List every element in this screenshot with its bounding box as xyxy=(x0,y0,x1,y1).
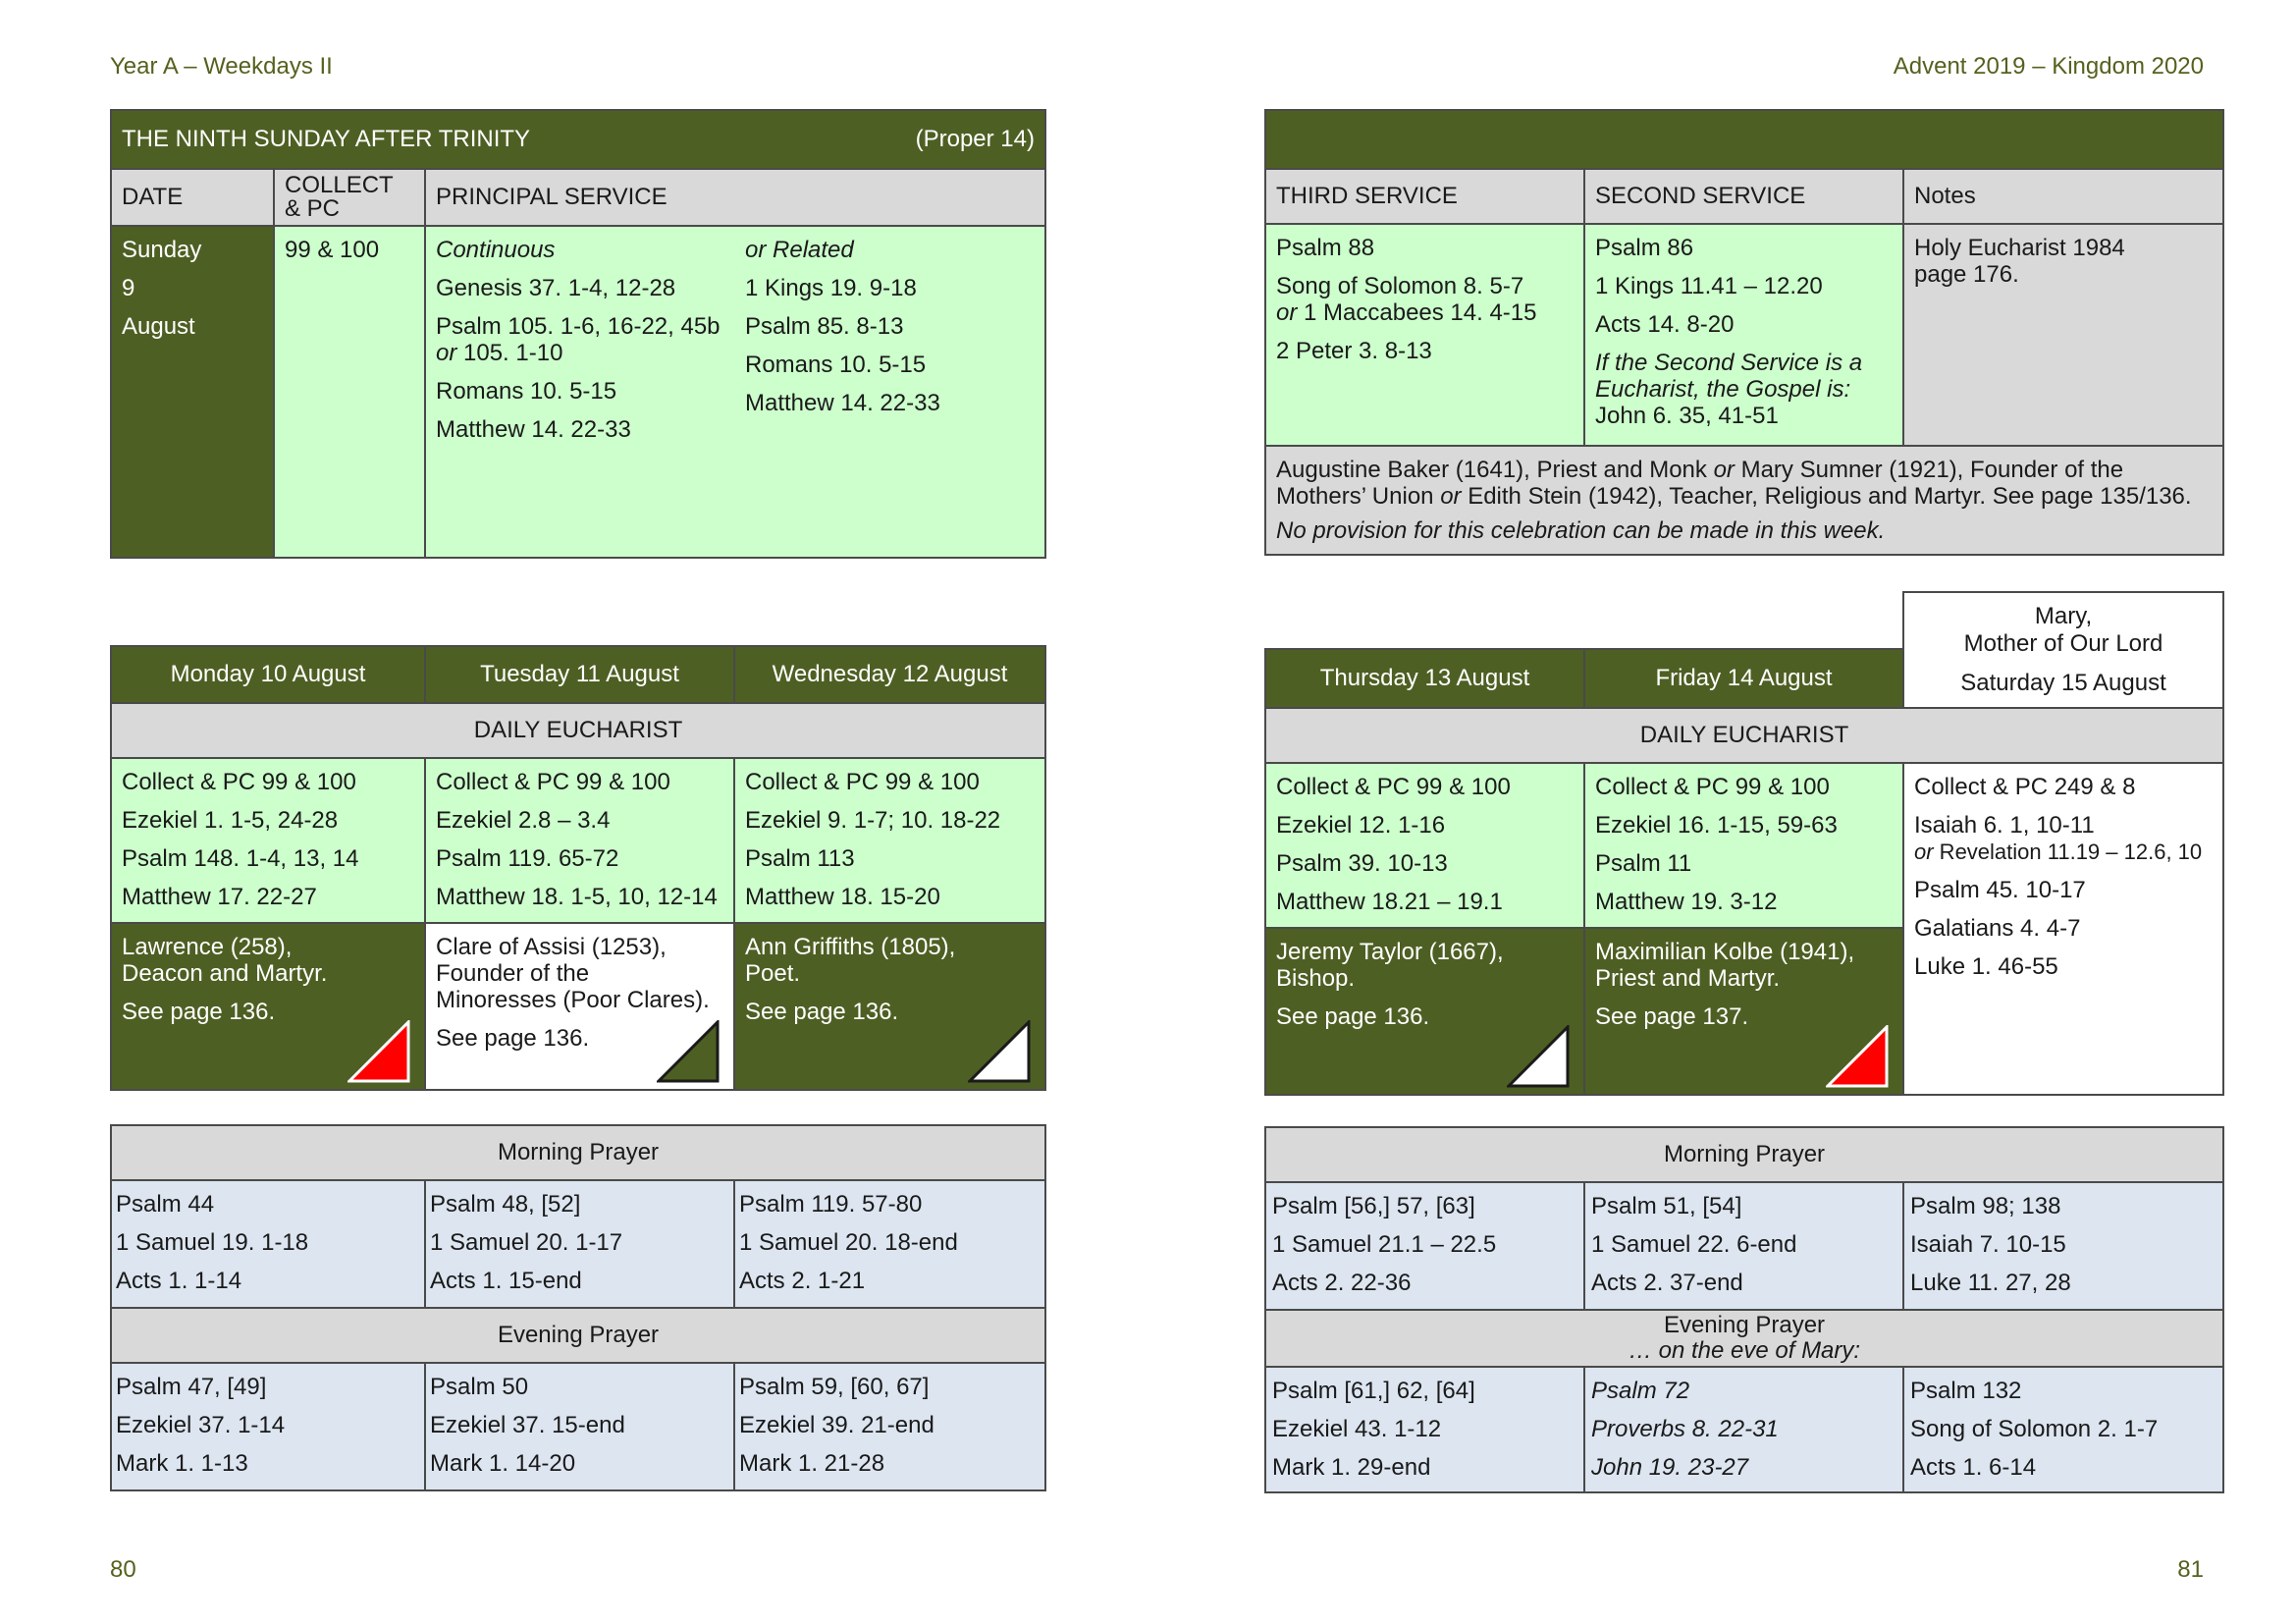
ep-saturday: Psalm 132 Song of Solomon 2. 1-7 Acts 1. 6-14 xyxy=(1903,1367,2223,1492)
sunday-title-bar xyxy=(111,110,1045,169)
commemoration-text: Augustine Baker (1641), Priest and Monk or Mary Sumner (1921), Founder of the Mothers’ Union or Edith Stein (1942), Teacher, Religious and Martyr. See page 135/136. xyxy=(1276,457,2192,510)
commemoration-tuesday: Clare of Assisi (1253), Founder of the Minoresses (Poor Clares). See page 136. xyxy=(425,923,734,1090)
running-header-left: Year A – Weekdays II xyxy=(110,53,333,80)
ep-monday: Psalm 47, [49] Ezekiel 37. 1-14 Mark 1. 1-13 xyxy=(111,1363,425,1490)
green-triangle-icon xyxy=(657,1020,720,1083)
eucharist-note: If the Second Service is a Eucharist, the Gospel is: xyxy=(1595,350,1863,403)
office-right-table xyxy=(1264,1126,2224,1493)
col-header-date: DATE xyxy=(111,169,274,226)
mp-saturday: Psalm 98; 138 Isaiah 7. 10-15 Luke 11. 27, 28 xyxy=(1903,1182,2223,1310)
ep-tuesday: Psalm 50 Ezekiel 37. 15-end Mark 1. 14-20 xyxy=(425,1363,734,1490)
office-left-table xyxy=(110,1124,1046,1491)
ep-friday-eve: Psalm 72 Proverbs 8. 22-31 John 19. 23-27 xyxy=(1584,1367,1903,1492)
commemoration-cell xyxy=(1265,446,2223,555)
white-triangle-icon xyxy=(1507,1025,1570,1088)
notes-cell: Holy Eucharist 1984 page 176. xyxy=(1903,224,2223,446)
weekdays-right-table xyxy=(1264,591,2224,1096)
day-header-wednesday: Wednesday 12 August xyxy=(734,646,1045,703)
white-triangle-icon xyxy=(968,1020,1031,1083)
readings-monday: Collect & PC 99 & 100 Ezekiel 1. 1-5, 24-28 Psalm 148. 1-4, 13, 14 Matthew 17. 22-27 xyxy=(111,758,425,923)
mp-tuesday: Psalm 48, [52] 1 Samuel 20. 1-17 Acts 1. 15-end xyxy=(425,1180,734,1308)
mp-wednesday: Psalm 119. 57-80 1 Samuel 20. 18-end Acts 2. 1-21 xyxy=(734,1180,1045,1308)
feast-title-2: Mother of Our Lord xyxy=(1963,630,2163,657)
col-header-second: SECOND SERVICE xyxy=(1584,169,1903,224)
mp-thursday: Psalm [56,] 57, [63] 1 Samuel 21.1 – 22.5 Acts 2. 22-36 xyxy=(1265,1182,1584,1310)
sunday-principal-table xyxy=(110,109,1046,559)
readings-thursday: Collect & PC 99 & 100 Ezekiel 12. 1-16 Psalm 39. 10-13 Matthew 18.21 – 19.1 xyxy=(1265,763,1584,928)
weekdays-left-table xyxy=(110,645,1046,1091)
day-header-thursday: Thursday 13 August xyxy=(1265,649,1584,708)
col-header-collect: COLLECT & PC xyxy=(274,169,425,226)
running-header-right: Advent 2019 – Kingdom 2020 xyxy=(1893,53,2204,80)
title-bar-blank xyxy=(1265,110,2223,169)
spacer xyxy=(1265,592,1584,649)
commemoration-wednesday: Ann Griffiths (1805), Poet. See page 136. xyxy=(734,923,1045,1090)
sunday-collect-cell: 99 & 100 xyxy=(274,226,425,558)
evening-prayer-label-right: Evening Prayer … on the eve of Mary: xyxy=(1265,1310,2223,1367)
sunday-date-cell: Sunday 9 August xyxy=(111,226,274,558)
mp-friday: Psalm 51, [54] 1 Samuel 22. 6-end Acts 2. 37-end xyxy=(1584,1182,1903,1310)
evening-prayer-label: Evening Prayer xyxy=(111,1308,1045,1363)
readings-tuesday: Collect & PC 99 & 100 Ezekiel 2.8 – 3.4 Psalm 119. 65-72 Matthew 18. 1-5, 10, 12-14 xyxy=(425,758,734,923)
spacer xyxy=(1584,592,1903,649)
sunday-other-services-table xyxy=(1264,109,2224,556)
ep-wednesday: Psalm 59, [60, 67] Ezekiel 39. 21-end Mark 1. 21-28 xyxy=(734,1363,1045,1490)
third-service-readings: Psalm 88 Song of Solomon 8. 5-7 or 1 Maccabees 14. 4-15 2 Peter 3. 8-13 xyxy=(1265,224,1584,446)
day-header-saturday xyxy=(1903,592,2223,708)
red-letter-triangle-icon xyxy=(347,1020,410,1083)
commemoration-thursday: Jeremy Taylor (1667), Bishop. See page 136. xyxy=(1265,928,1584,1095)
readings-friday: Collect & PC 99 & 100 Ezekiel 16. 1-15, 59-63 Psalm 11 Matthew 19. 3-12 xyxy=(1584,763,1903,928)
col-header-notes: Notes xyxy=(1903,169,2223,224)
page-number-left: 80 xyxy=(110,1556,136,1583)
sunday-title: THE NINTH SUNDAY AFTER TRINITY xyxy=(122,126,531,152)
day-header-friday: Friday 14 August xyxy=(1584,649,1903,708)
commemoration-note: No provision for this celebration can be made in this week. xyxy=(1276,517,1886,544)
daily-eucharist-label-right: DAILY EUCHARIST xyxy=(1265,708,2223,763)
daily-eucharist-label: DAILY EUCHARIST xyxy=(111,703,1045,758)
feast-title-1: Mary, xyxy=(2034,603,2093,629)
related-readings: or Related 1 Kings 19. 9-18 Psalm 85. 8-13 Romans 10. 5-15 Matthew 14. 22-33 xyxy=(735,226,1045,558)
morning-prayer-label: Morning Prayer xyxy=(111,1125,1045,1180)
commemoration-monday: Lawrence (258), Deacon and Martyr. See page 136. xyxy=(111,923,425,1090)
page-number-right: 81 xyxy=(2177,1556,2204,1583)
red-letter-triangle-icon xyxy=(1826,1025,1889,1088)
commemoration-friday: Maximilian Kolbe (1941), Priest and Martyr. See page 137. xyxy=(1584,928,1903,1095)
second-service-readings: Psalm 86 1 Kings 11.41 – 12.20 Acts 14. 8-20 If the Second Service is a Eucharist, the Gospel is: John 6. 35, 41-51 xyxy=(1584,224,1903,446)
continuous-readings: Continuous Genesis 37. 1-4, 12-28 Psalm 105. 1-6, 16-22, 45b or 105. 1-10 Romans 10. 5-15 Matthew 14. 22-33 xyxy=(425,226,735,558)
col-header-third: THIRD SERVICE xyxy=(1265,169,1584,224)
mp-monday: Psalm 44 1 Samuel 19. 1-18 Acts 1. 1-14 xyxy=(111,1180,425,1308)
ep-thursday: Psalm [61,] 62, [64] Ezekiel 43. 1-12 Mark 1. 29-end xyxy=(1265,1367,1584,1492)
readings-wednesday: Collect & PC 99 & 100 Ezekiel 9. 1-7; 10. 18-22 Psalm 113 Matthew 18. 15-20 xyxy=(734,758,1045,923)
morning-prayer-label-right: Morning Prayer xyxy=(1265,1127,2223,1182)
day-header-tuesday: Tuesday 11 August xyxy=(425,646,734,703)
col-header-principal: PRINCIPAL SERVICE xyxy=(425,169,1045,226)
saturday-date: Saturday 15 August xyxy=(1960,670,2166,696)
readings-saturday: Collect & PC 249 & 8 Isaiah 6. 1, 10-11 or Revelation 11.19 – 12.6, 10 Psalm 45. 10-17 Galatians 4. 4-7 Luke 1. 46-55 xyxy=(1903,763,2223,1095)
day-header-monday: Monday 10 August xyxy=(111,646,425,703)
proper-number: (Proper 14) xyxy=(915,126,1035,152)
eve-of-mary-note: … on the eve of Mary: xyxy=(1628,1337,1861,1364)
